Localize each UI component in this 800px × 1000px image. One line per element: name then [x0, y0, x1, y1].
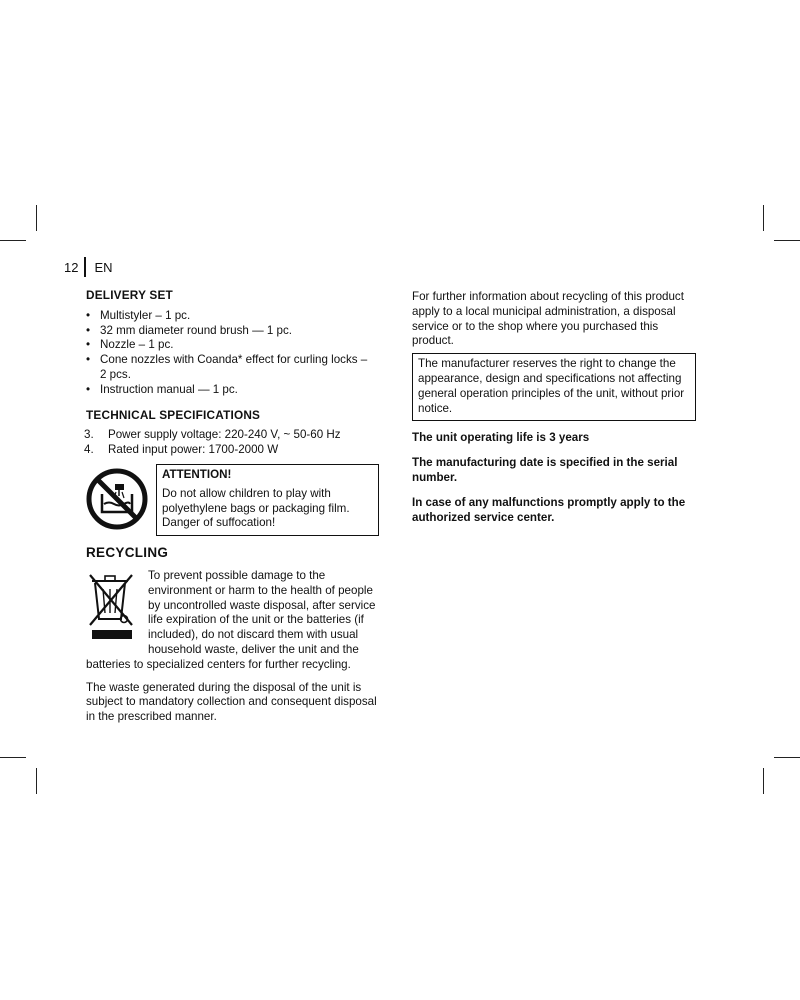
crop-mark: [763, 768, 764, 794]
crop-mark: [774, 757, 800, 758]
delivery-set-title: DELIVERY SET: [86, 288, 173, 302]
page-number: 12: [64, 259, 79, 275]
item-number: 3.: [84, 428, 94, 442]
language-code: EN: [94, 259, 113, 275]
manufacturer-notice-box: The manufacturer reserves the right to change the appearance, design and specifications not affecting general operation principles of the unit, without prior notice.: [412, 353, 696, 421]
attention-box: [156, 464, 379, 536]
attention-block: [86, 464, 386, 536]
crop-mark: [36, 768, 37, 794]
list-item: • Cone nozzles with Coanda* effect for curling locks – 2 pcs.: [86, 353, 386, 383]
crop-mark: [763, 205, 764, 231]
right-column: [412, 290, 702, 535]
page-header: [64, 257, 113, 277]
attention-title: ATTENTION!: [162, 467, 232, 481]
crossed-bin-icon: [86, 569, 140, 641]
list-item: • Instruction manual — 1 pc.: [86, 383, 386, 398]
crop-mark: [0, 757, 26, 758]
left-column: [86, 288, 386, 733]
list-item: • 32 mm diameter round brush — 1 pc.: [86, 324, 386, 339]
crop-mark: [774, 240, 800, 241]
delivery-set-list: [86, 309, 386, 398]
technical-specs-list: [86, 428, 386, 458]
recycling-paragraph: To prevent possible damage to the environment or harm to the health of people by uncontrolled waste disposal, after service life expiration of the unit or the batteries (if included), do not discard them with usual household waste, deliver the unit and the batteries to specialized centers for further recycling.: [86, 568, 376, 671]
waste-paragraph: The waste generated during the disposal of the unit is subject to mandatory collection and consequent disposal in the prescribed manner.: [86, 680, 377, 724]
operating-life-text: The unit operating life is 3 years: [412, 431, 590, 445]
recycling-section: [86, 569, 386, 725]
no-bath-warning-icon: [86, 468, 148, 530]
manufacturing-date-text: The manufacturing date is specified in the serial number.: [412, 456, 678, 484]
crop-mark: [36, 205, 37, 231]
recycling-title: RECYCLING: [86, 545, 169, 561]
attention-text: Do not allow children to play with polyethylene bags or packaging film. Danger of suffocation!: [162, 486, 350, 530]
item-text: Power supply voltage: 220-240 V, ~ 50-60 Hz: [108, 428, 341, 442]
service-center-text: In case of any malfunctions promptly apply to the authorized service center.: [412, 495, 686, 524]
list-item: [86, 428, 386, 443]
further-info-paragraph: For further information about recycling of this product apply to a local municipal administration, a disposal service or to the shop where you purchased this product.: [412, 290, 684, 348]
list-item: • Multistyler – 1 pc.: [86, 309, 386, 324]
list-item: • Nozzle – 1 pc.: [86, 338, 386, 353]
technical-specs-title: TECHNICAL SPECIFICATIONS: [86, 407, 261, 422]
list-item: [86, 443, 386, 458]
item-number: 4.: [84, 443, 94, 457]
crop-mark: [0, 240, 26, 241]
item-text: Rated input power: 1700-2000 W: [108, 443, 279, 457]
header-divider: [84, 257, 86, 277]
